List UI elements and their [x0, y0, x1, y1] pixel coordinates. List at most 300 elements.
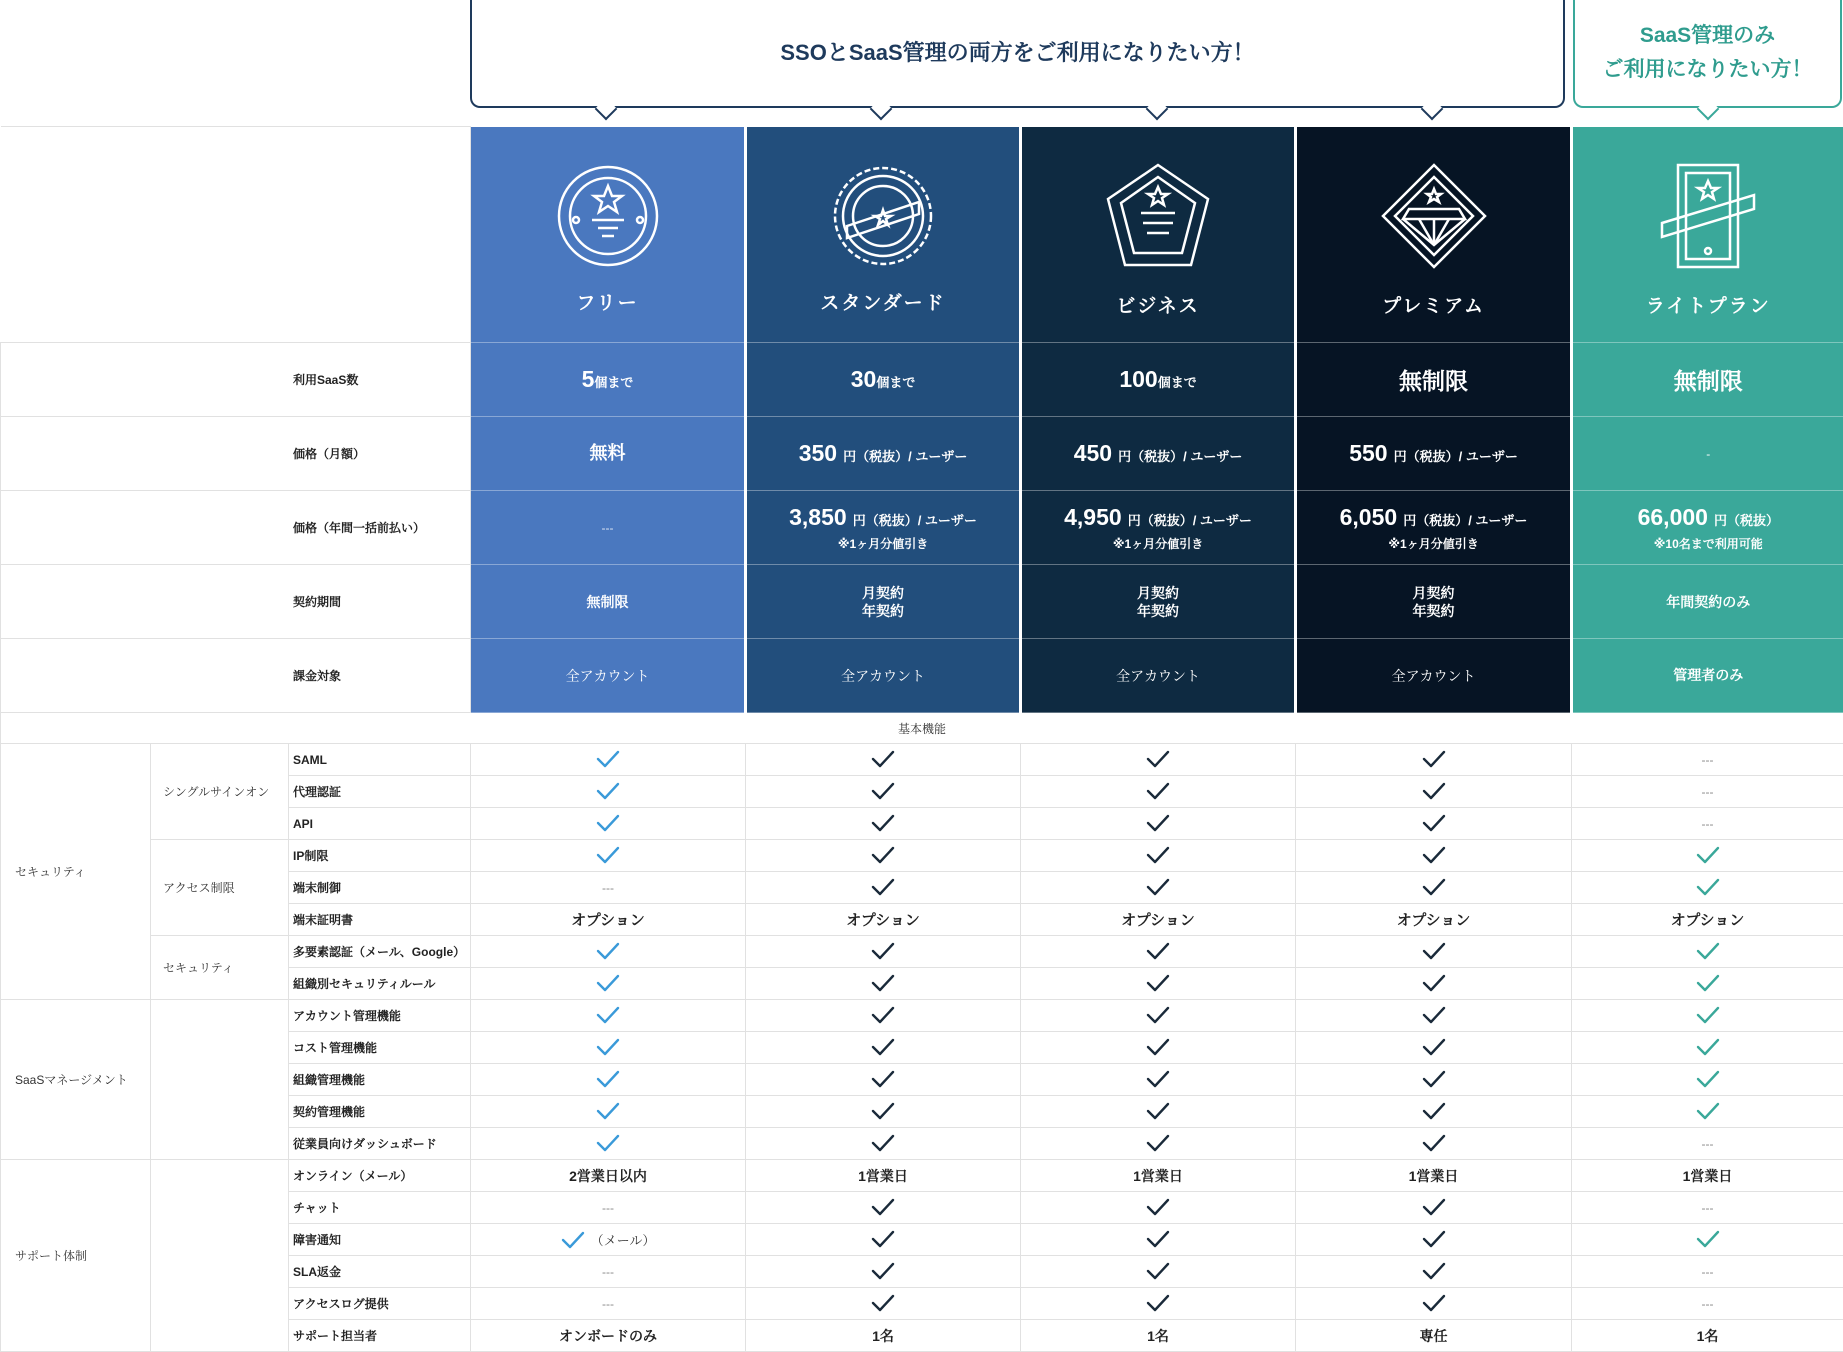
checkmark-icon [871, 878, 895, 896]
feature-lite [1572, 1064, 1843, 1096]
checkmark-icon [596, 942, 620, 960]
price-month-num: 550 [1349, 440, 1387, 466]
price-year-note: ※1ヶ月分値引き [1022, 535, 1294, 552]
feature-premium [1296, 1288, 1572, 1320]
checkmark-icon [871, 1294, 895, 1312]
price_month-premium [1296, 417, 1572, 491]
feature-row [1, 936, 1843, 968]
feature-value: 1営業日 [1409, 1168, 1459, 1184]
checkmark-icon [1146, 1230, 1170, 1248]
feature-free [471, 1288, 746, 1320]
feature-free [471, 776, 746, 808]
callout-lite-line2: ご利用になりたい方！ [1603, 53, 1813, 87]
feature-premium [1296, 776, 1572, 808]
checkmark-icon [1696, 1102, 1720, 1120]
feature-business [1021, 1000, 1296, 1032]
checkmark-icon [1422, 1198, 1446, 1216]
plan-name-free: フリー [471, 288, 744, 315]
checkmark-icon [1146, 814, 1170, 832]
checkmark-icon [1422, 1134, 1446, 1152]
saas_count-premium [1296, 343, 1572, 417]
checkmark-icon [1422, 1230, 1446, 1248]
subcategory-security: セキュリティ [151, 936, 289, 1000]
plan-name-business: ビジネス [1022, 291, 1294, 318]
contract-period: 年契約 [1297, 602, 1570, 620]
checkmark-icon [596, 974, 620, 992]
feature-standard [746, 1224, 1021, 1256]
category-saas_mgmt: SaaSマネージメント [1, 1000, 151, 1160]
checkmark-icon [871, 1038, 895, 1056]
feature-free [471, 1096, 746, 1128]
price-year-unit: 円（税抜） [1714, 513, 1779, 528]
checkmark-icon [1422, 814, 1446, 832]
feature-standard [746, 1288, 1021, 1320]
checkmark-icon [1696, 942, 1720, 960]
feature-standard [746, 1064, 1021, 1096]
row-label-period: 契約期間 [1, 565, 471, 639]
checkmark-icon [1146, 974, 1170, 992]
feature-value: 2営業日以内 [569, 1168, 647, 1184]
feature-free [471, 1224, 746, 1256]
feature-free [471, 1128, 746, 1160]
checkmark-icon [871, 1198, 895, 1216]
checkmark-icon [596, 846, 620, 864]
feature-premium [1296, 872, 1572, 904]
checkmark-icon [1146, 878, 1170, 896]
price-month-unit: 円（税抜）/ ユーザー [1118, 449, 1242, 464]
checkmark-icon [1146, 750, 1170, 768]
billing-premium [1296, 639, 1572, 713]
checkmark-icon [1146, 1134, 1170, 1152]
feature-business [1021, 1320, 1296, 1352]
badge-diamond-icon [1379, 161, 1489, 271]
feature-label: 障害通知 [289, 1224, 471, 1256]
plan-name-lite: ライトプラン [1573, 291, 1843, 318]
price-month-text: 無料 [590, 443, 626, 463]
feature-label: 代理認証 [289, 776, 471, 808]
subcategory-access: アクセス制限 [151, 840, 289, 936]
feature-premium [1296, 1320, 1572, 1352]
period-lite [1572, 565, 1843, 639]
plan-header-business [1021, 127, 1296, 343]
mail-note: （メール） [591, 1233, 656, 1248]
feature-standard [746, 872, 1021, 904]
price-year-num: 6,050 [1340, 504, 1398, 530]
checkmark-icon [871, 1230, 895, 1248]
feature-premium [1296, 1224, 1572, 1256]
period-premium [1296, 565, 1572, 639]
feature-lite [1572, 840, 1843, 872]
checkmark-icon [1696, 1070, 1720, 1088]
feature-business [1021, 840, 1296, 872]
feature-standard [746, 1320, 1021, 1352]
billing-target: 全アカウント [841, 668, 925, 684]
checkmark-icon [871, 974, 895, 992]
feature-standard [746, 1128, 1021, 1160]
feature-lite [1572, 1032, 1843, 1064]
feature-value: 1営業日 [1683, 1168, 1733, 1184]
feature-value: 1名 [872, 1328, 894, 1344]
price-year-num: 66,000 [1638, 504, 1708, 530]
checkmark-icon [1146, 782, 1170, 800]
price-year-note: ※1ヶ月分値引き [1297, 535, 1570, 552]
checkmark-icon [1146, 1038, 1170, 1056]
feature-premium [1296, 1032, 1572, 1064]
feature-free [471, 1192, 746, 1224]
contract-period: 年契約 [747, 602, 1019, 620]
feature-lite [1572, 744, 1843, 776]
checkmark-icon [871, 1134, 895, 1152]
price-month-unit: 円（税抜）/ ユーザー [843, 449, 967, 464]
feature-label: SLA返金 [289, 1256, 471, 1288]
saas_count-standard [746, 343, 1021, 417]
feature-lite [1572, 1224, 1843, 1256]
price_year-standard [746, 491, 1021, 565]
feature-label: 端末制御 [289, 872, 471, 904]
price-month-unit: 円（税抜）/ ユーザー [1394, 449, 1518, 464]
subcategory-empty [151, 1000, 289, 1160]
checkmark-icon [1696, 878, 1720, 896]
feature-free [471, 1000, 746, 1032]
feature-business [1021, 744, 1296, 776]
feature-premium [1296, 1256, 1572, 1288]
checkmark-icon [1696, 1230, 1720, 1248]
feature-business [1021, 904, 1296, 936]
pricing-table [0, 126, 1843, 1352]
feature-free [471, 1160, 746, 1192]
period-business [1021, 565, 1296, 639]
not-available-dash: --- [602, 1201, 614, 1215]
feature-standard [746, 968, 1021, 1000]
feature-value: 1名 [1147, 1328, 1169, 1344]
feature-business [1021, 968, 1296, 1000]
badge-gear-star-icon [831, 164, 935, 268]
checkmark-icon [596, 1134, 620, 1152]
price-year-note: ※10名まで利用可能 [1573, 535, 1843, 552]
badge-pentagon-star-icon [1103, 161, 1213, 271]
feature-business [1021, 776, 1296, 808]
feature-lite [1572, 1128, 1843, 1160]
billing-target: 全アカウント [566, 668, 650, 684]
checkmark-icon [1422, 974, 1446, 992]
checkmark-icon [1146, 1294, 1170, 1312]
feature-label: 組織管理機能 [289, 1064, 471, 1096]
checkmark-icon [871, 814, 895, 832]
period-free [471, 565, 746, 639]
subcategory-empty [151, 1160, 289, 1352]
plan-header-free [471, 127, 746, 343]
feature-free [471, 968, 746, 1000]
feature-business [1021, 1160, 1296, 1192]
checkmark-icon [1146, 1262, 1170, 1280]
price_month-lite [1572, 417, 1843, 491]
billing-free [471, 639, 746, 713]
feature-lite [1572, 872, 1843, 904]
feature-business [1021, 1032, 1296, 1064]
feature-label: 従業員向けダッシュボード [289, 1128, 471, 1160]
checkmark-icon [871, 1006, 895, 1024]
feature-premium [1296, 1128, 1572, 1160]
saas-count-unit: 個まで [876, 375, 915, 390]
feature-label: アクセスログ提供 [289, 1288, 471, 1320]
billing-standard [746, 639, 1021, 713]
feature-value: 1営業日 [1133, 1168, 1183, 1184]
checkmark-icon [871, 750, 895, 768]
not-available-dash: --- [602, 1297, 614, 1311]
feature-standard [746, 1192, 1021, 1224]
price_month-standard [746, 417, 1021, 491]
plan-header-row [1, 127, 1843, 343]
feature-row [1, 840, 1843, 872]
checkmark-icon [1422, 1038, 1446, 1056]
not-available-dash: --- [1702, 1297, 1714, 1311]
checkmark-icon [1146, 1198, 1170, 1216]
checkmark-icon [871, 942, 895, 960]
billing-business [1021, 639, 1296, 713]
checkmark-icon [1422, 1294, 1446, 1312]
feature-premium [1296, 1192, 1572, 1224]
row-price_year [1, 491, 1843, 565]
basic-features-header-row [1, 713, 1843, 744]
feature-lite [1572, 776, 1843, 808]
price-year-text: --- [602, 521, 614, 535]
checkmark-icon [1146, 942, 1170, 960]
plan-header-standard [746, 127, 1021, 343]
feature-row [1, 744, 1843, 776]
contract-period: 月契約 [1297, 584, 1570, 602]
price_year-free [471, 491, 746, 565]
contract-period: 月契約 [747, 584, 1019, 602]
subcategory-sso: シングルサインオン [151, 744, 289, 840]
badge-card-star-icon [1656, 161, 1760, 271]
feature-free [471, 872, 746, 904]
checkmark-icon [1422, 1070, 1446, 1088]
saas-count-unit: 個まで [1158, 375, 1197, 390]
price-month-num: 450 [1074, 440, 1112, 466]
feature-business [1021, 1192, 1296, 1224]
feature-label: アカウント管理機能 [289, 1000, 471, 1032]
price-year-unit: 円（税抜）/ ユーザー [853, 513, 977, 528]
checkmark-icon [1146, 1070, 1170, 1088]
saas-count-text: 無制限 [1399, 368, 1468, 394]
saas-count-text: 無制限 [1674, 368, 1743, 394]
checkmark-icon [1422, 1102, 1446, 1120]
callout-main-text: SSOとSaaS管理の両方をご利用になりたい方！ [780, 36, 1254, 70]
not-available-dash: --- [602, 881, 614, 895]
feature-standard [746, 1000, 1021, 1032]
price-year-note: ※1ヶ月分値引き [747, 535, 1019, 552]
feature-standard [746, 904, 1021, 936]
checkmark-icon [1696, 1038, 1720, 1056]
feature-business [1021, 1128, 1296, 1160]
feature-lite [1572, 808, 1843, 840]
checkmark-icon [596, 1038, 620, 1056]
not-available-dash: --- [1702, 753, 1714, 767]
checkmark-icon [596, 782, 620, 800]
feature-label: チャット [289, 1192, 471, 1224]
not-available-dash: --- [1702, 1201, 1714, 1215]
billing-target: 管理者のみ [1673, 667, 1743, 683]
feature-value: オプション [571, 912, 645, 929]
empty-corner [1, 127, 471, 343]
feature-lite [1572, 1000, 1843, 1032]
category-security: セキュリティ [1, 744, 151, 1000]
feature-free [471, 1064, 746, 1096]
billing-lite [1572, 639, 1843, 713]
checkmark-icon [871, 1262, 895, 1280]
feature-value: 1名 [1697, 1328, 1719, 1344]
feature-label: SAML [289, 744, 471, 776]
saas_count-business [1021, 343, 1296, 417]
feature-label: サポート担当者 [289, 1320, 471, 1352]
feature-lite [1572, 1096, 1843, 1128]
checkmark-icon [1696, 846, 1720, 864]
feature-lite [1572, 968, 1843, 1000]
price-year-num: 3,850 [789, 504, 847, 530]
feature-value: 1営業日 [858, 1168, 908, 1184]
category-support: サポート体制 [1, 1160, 151, 1352]
feature-free [471, 936, 746, 968]
feature-standard [746, 1160, 1021, 1192]
checkmark-icon [871, 846, 895, 864]
checkmark-icon [1146, 1006, 1170, 1024]
feature-standard [746, 1256, 1021, 1288]
feature-value: オプション [1397, 912, 1471, 929]
callout-saas-only [1573, 0, 1842, 108]
feature-free [471, 904, 746, 936]
feature-lite [1572, 1192, 1843, 1224]
contract-period: 無制限 [471, 593, 744, 611]
feature-premium [1296, 968, 1572, 1000]
feature-business [1021, 1096, 1296, 1128]
row-billing [1, 639, 1843, 713]
price-month-text: - [1706, 447, 1710, 461]
price_year-business [1021, 491, 1296, 565]
checkmark-icon [1696, 1006, 1720, 1024]
checkmark-icon [596, 1070, 620, 1088]
checkmark-icon [1422, 846, 1446, 864]
not-available-dash: --- [1702, 817, 1714, 831]
feature-free [471, 1256, 746, 1288]
feature-lite [1572, 1320, 1843, 1352]
feature-free [471, 1032, 746, 1064]
feature-business [1021, 936, 1296, 968]
feature-business [1021, 808, 1296, 840]
feature-standard [746, 744, 1021, 776]
saas_count-lite [1572, 343, 1843, 417]
checkmark-icon [871, 782, 895, 800]
feature-business [1021, 1288, 1296, 1320]
feature-row [1, 1160, 1843, 1192]
feature-lite [1572, 904, 1843, 936]
row-period [1, 565, 1843, 639]
feature-lite [1572, 1288, 1843, 1320]
feature-standard [746, 840, 1021, 872]
badge-circle-star-icon [556, 164, 660, 268]
feature-premium [1296, 808, 1572, 840]
feature-premium [1296, 1000, 1572, 1032]
feature-label: 契約管理機能 [289, 1096, 471, 1128]
price_year-lite [1572, 491, 1843, 565]
feature-standard [746, 1032, 1021, 1064]
feature-label: コスト管理機能 [289, 1032, 471, 1064]
feature-business [1021, 872, 1296, 904]
checkmark-icon [1146, 1102, 1170, 1120]
plan-name-standard: スタンダード [747, 288, 1019, 315]
plan-name-premium: プレミアム [1297, 291, 1570, 318]
checkmark-icon [596, 1006, 620, 1024]
row-label-billing: 課金対象 [1, 639, 471, 713]
checkmark-icon [871, 1070, 895, 1088]
callout-lite-line1: SaaS管理のみ [1603, 19, 1813, 53]
feature-business [1021, 1224, 1296, 1256]
feature-standard [746, 776, 1021, 808]
saas-count-num: 30 [851, 366, 877, 392]
feature-premium [1296, 744, 1572, 776]
feature-premium [1296, 1160, 1572, 1192]
row-label-saas_count: 利用SaaS数 [1, 343, 471, 417]
checkmark-icon [1146, 846, 1170, 864]
feature-standard [746, 808, 1021, 840]
saas-count-num: 100 [1119, 366, 1157, 392]
feature-premium [1296, 904, 1572, 936]
feature-standard [746, 1096, 1021, 1128]
feature-premium [1296, 840, 1572, 872]
feature-business [1021, 1064, 1296, 1096]
billing-target: 全アカウント [1392, 668, 1476, 684]
feature-value: オプション [846, 912, 920, 929]
contract-period: 年間契約のみ [1573, 593, 1843, 611]
feature-business [1021, 1256, 1296, 1288]
not-available-dash: --- [1702, 1265, 1714, 1279]
feature-row [1, 1000, 1843, 1032]
feature-label: 端末証明書 [289, 904, 471, 936]
checkmark-icon [871, 1102, 895, 1120]
price_month-free [471, 417, 746, 491]
feature-free [471, 808, 746, 840]
feature-label: オンライン（メール） [289, 1160, 471, 1192]
feature-premium [1296, 1096, 1572, 1128]
saas_count-free [471, 343, 746, 417]
row-label-price_year: 価格（年間一括前払い） [1, 491, 471, 565]
row-label-price_month: 価格（月額） [1, 417, 471, 491]
basic-features-header: 基本機能 [1, 713, 1843, 744]
checkmark-icon [1422, 878, 1446, 896]
checkmark-icon [1696, 974, 1720, 992]
checkmark-icon [561, 1231, 585, 1249]
feature-label: IP制限 [289, 840, 471, 872]
price-month-num: 350 [799, 440, 837, 466]
feature-label: 多要素認証（メール、Google） [289, 936, 471, 968]
feature-lite [1572, 1256, 1843, 1288]
not-available-dash: --- [1702, 785, 1714, 799]
checkmark-icon [1422, 750, 1446, 768]
checkmark-icon [1422, 1262, 1446, 1280]
period-standard [746, 565, 1021, 639]
plan-header-premium [1296, 127, 1572, 343]
billing-target: 全アカウント [1116, 668, 1200, 684]
saas-count-num: 5 [582, 366, 595, 392]
price-year-unit: 円（税抜）/ ユーザー [1403, 513, 1527, 528]
row-price_month [1, 417, 1843, 491]
feature-value: オプション [1671, 912, 1745, 929]
not-available-dash: --- [602, 1265, 614, 1279]
checkmark-icon [1422, 1006, 1446, 1024]
checkmark-icon [1422, 782, 1446, 800]
feature-free [471, 840, 746, 872]
feature-value: オプション [1121, 912, 1195, 929]
feature-lite [1572, 1160, 1843, 1192]
